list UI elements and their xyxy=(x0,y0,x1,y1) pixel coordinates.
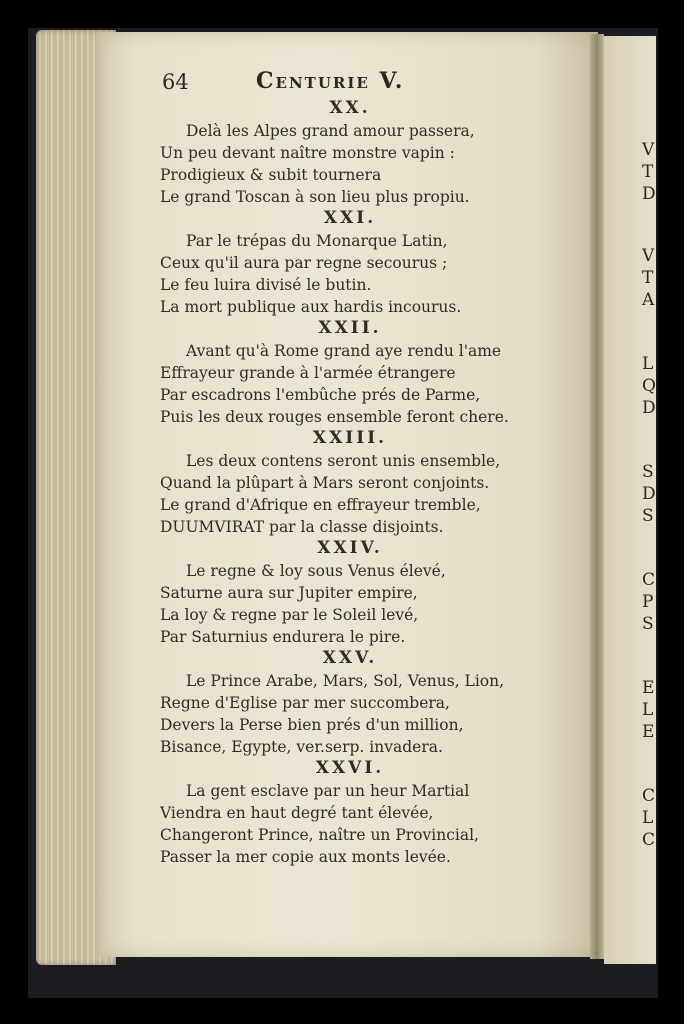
facing-fragment: E xyxy=(642,678,655,698)
facing-fragment: L xyxy=(642,700,654,720)
quatrain-number: XXII. xyxy=(318,318,382,338)
quatrain-number: XXVI. xyxy=(315,758,385,778)
verse-line: Par le trépas du Monarque Latin, xyxy=(186,232,448,250)
verse-line: Le feu luira divisé le butin. xyxy=(160,276,372,294)
quatrain-number: XXV. xyxy=(322,648,378,668)
page-number: 64 xyxy=(162,70,189,94)
verse-line: Quand la plûpart à Mars seront conjoints. xyxy=(160,474,490,492)
verse-line: Le Prince Arabe, Mars, Sol, Venus, Lion, xyxy=(186,672,505,690)
facing-fragment: S xyxy=(642,462,654,482)
facing-fragment: D xyxy=(642,484,656,504)
quatrain xyxy=(160,756,580,866)
verse-line: Puis les deux rouges ensemble feront chere. xyxy=(160,408,509,426)
quatrain-number: XXIII. xyxy=(312,428,388,448)
facing-fragment: A xyxy=(642,290,655,310)
verse-line: Passer la mer copie aux monts levée. xyxy=(160,848,451,866)
book-gutter xyxy=(590,34,604,959)
verse-line: Le grand d'Afrique en effrayeur tremble, xyxy=(160,496,481,514)
facing-fragment: S xyxy=(642,506,654,526)
facing-fragment: S xyxy=(642,614,654,634)
facing-fragment: T xyxy=(642,268,654,288)
verse-line: Delà les Alpes grand amour passera, xyxy=(186,122,475,140)
verse-line: Par escadrons l'embûche prés de Parme, xyxy=(160,386,481,404)
facing-fragment: D xyxy=(642,184,656,204)
verse-line: Devers la Perse bien prés d'un million, xyxy=(160,716,464,734)
facing-fragment: L xyxy=(642,808,654,828)
verse-line: Effrayeur grande à l'armée étrangere xyxy=(160,364,456,382)
quatrain xyxy=(160,206,580,316)
verse-line: Les deux contens seront unis ensemble, xyxy=(186,452,501,470)
quatrain xyxy=(160,536,580,646)
facing-fragment: E xyxy=(642,722,655,742)
quatrain-list xyxy=(160,96,580,866)
quatrain xyxy=(160,426,580,536)
quatrain xyxy=(160,646,580,756)
verse-line: Un peu devant naître monstre vapin : xyxy=(160,144,455,162)
verse-line: Regne d'Eglise par mer succombera, xyxy=(160,694,450,712)
facing-fragment: V xyxy=(642,140,655,160)
verse-line: La loy & regne par le Soleil levé, xyxy=(160,606,419,624)
facing-fragment: L xyxy=(642,354,654,374)
quatrain-number: XX. xyxy=(329,98,371,118)
facing-fragment: T xyxy=(642,162,654,182)
verse-line: La gent esclave par un heur Martial xyxy=(186,782,470,800)
verse-line: Ceux qu'il aura par regne secourus ; xyxy=(160,254,448,272)
facing-fragment: C xyxy=(642,786,656,806)
verse-line: Prodigieux & subit tournera xyxy=(160,166,382,184)
verse-line: Avant qu'à Rome grand aye rendu l'ame xyxy=(186,342,502,360)
facing-fragment: D xyxy=(642,398,656,418)
verse-line: Bisance, Egypte, ver.serp. invadera. xyxy=(160,738,443,756)
facing-fragment: C xyxy=(642,830,656,850)
facing-fragment: V xyxy=(642,246,655,266)
quatrain-number: XXIV. xyxy=(317,538,383,558)
facing-fragment: P xyxy=(642,592,654,612)
right-page xyxy=(604,36,656,964)
quatrain xyxy=(160,316,580,426)
verse-line: Changeront Prince, naître un Provincial, xyxy=(160,826,479,844)
verse-line: Par Saturnius endurera le pire. xyxy=(160,628,406,646)
verse-line: Saturne aura sur Jupiter empire, xyxy=(160,584,418,602)
verse-line: Le regne & loy sous Venus élevé, xyxy=(186,562,446,580)
verse-line: Viendra en haut degré tant élevée, xyxy=(160,804,434,822)
running-title: Centurie V. xyxy=(256,68,405,94)
verse-line: La mort publique aux hardis incourus. xyxy=(160,298,462,316)
facing-fragment: C xyxy=(642,570,656,590)
page-header xyxy=(162,66,582,96)
verse-line: Le grand Toscan à son lieu plus propiu. xyxy=(160,188,470,206)
verse-line: DUUMVIRAT par la classe disjoints. xyxy=(160,518,444,536)
quatrain xyxy=(160,96,580,206)
facing-fragment: Q xyxy=(642,376,656,396)
quatrain-number: XXI. xyxy=(323,208,377,228)
